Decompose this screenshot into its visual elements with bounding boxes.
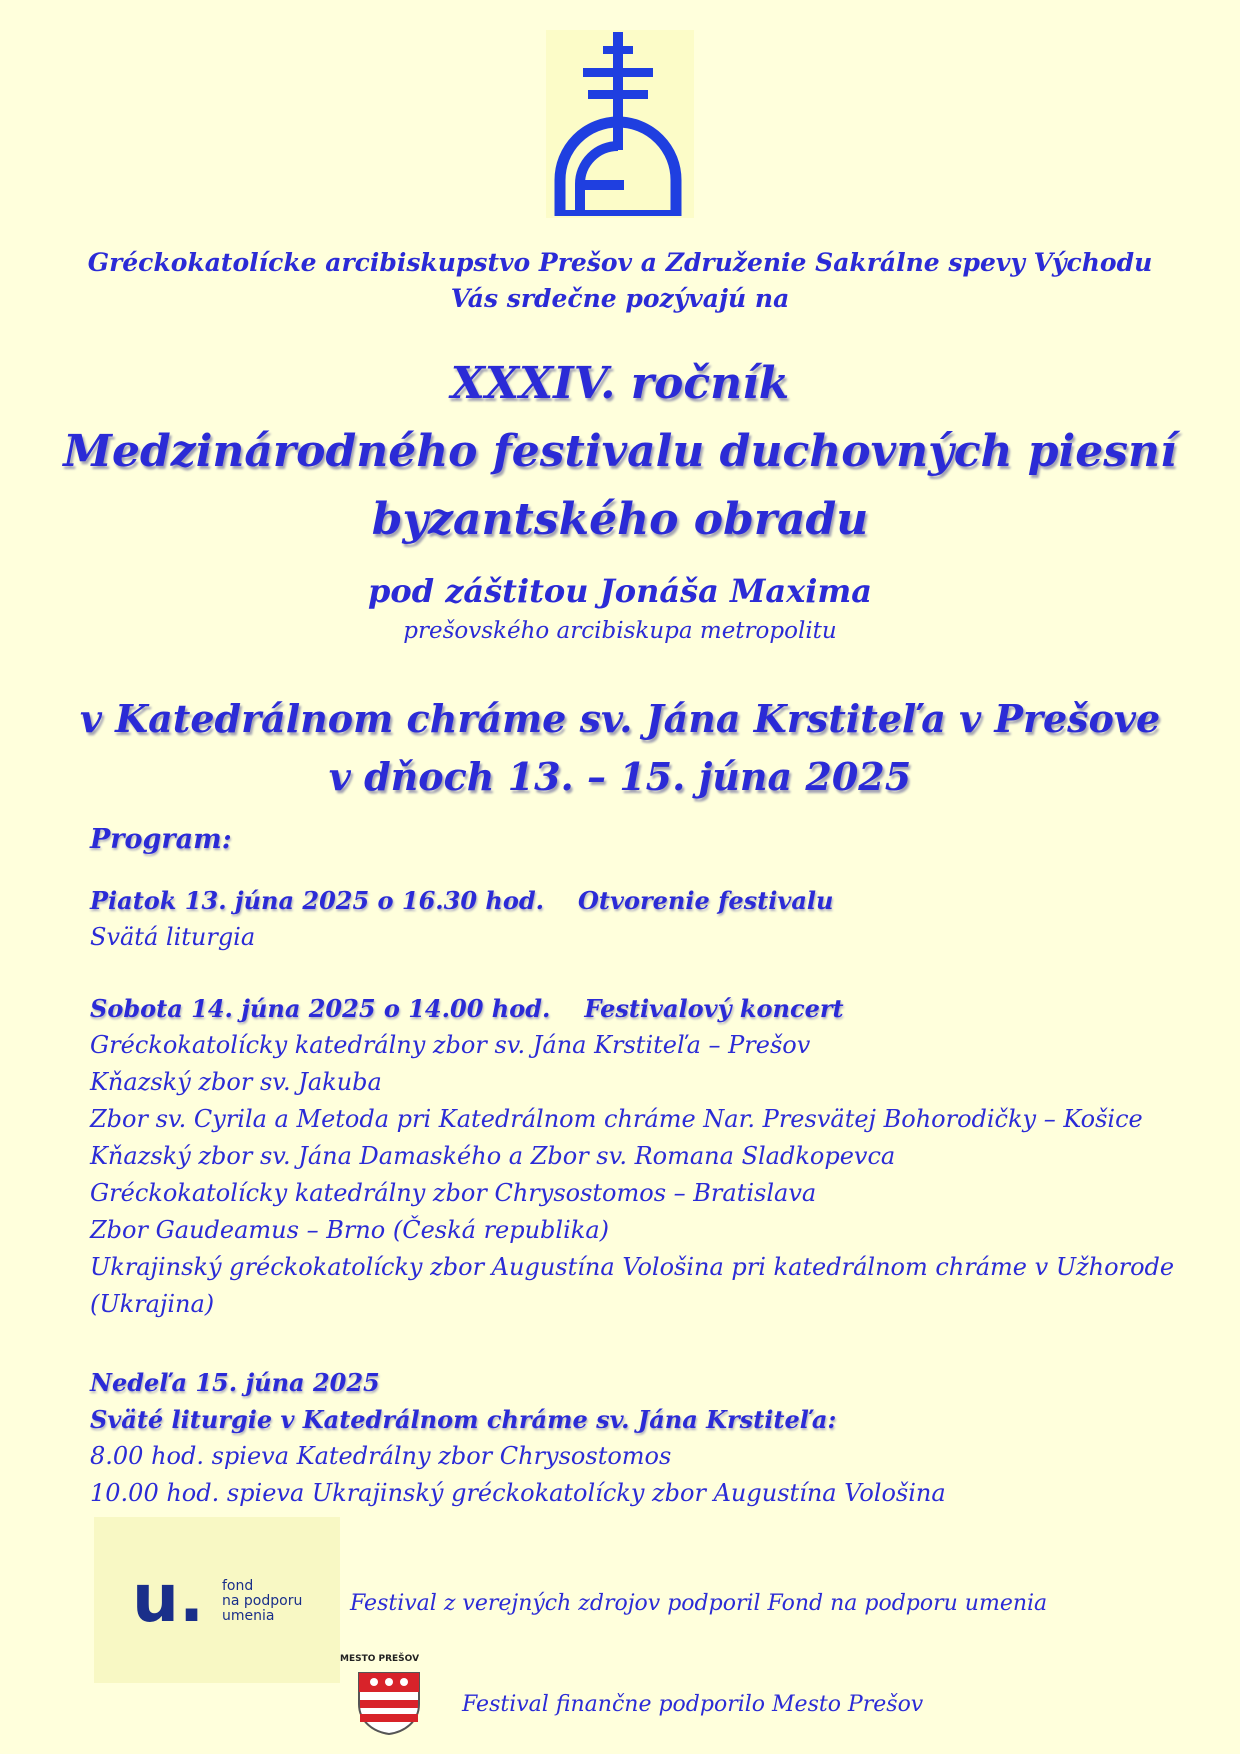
program-sunday (90, 1364, 946, 1512)
venue-block (0, 690, 1240, 806)
fund-logo-letter: u. (132, 1560, 205, 1637)
venue-line-2: v dňoch 13. – 15. júna 2025 (328, 754, 912, 799)
fund-logo-text-line: na podporu (222, 1593, 303, 1609)
fund-logo-text-line: umenia (222, 1608, 275, 1624)
city-note: Festival finančne podporilo Mesto Prešov (462, 1692, 924, 1717)
invite-line: Vás srdečne pozývajú na (450, 284, 790, 313)
fund-logo-text-line: fond (222, 1578, 254, 1594)
list-item: 8.00 hod. spieva Katedrálny zbor Chrysostomos (90, 1442, 672, 1470)
friday-date: Piatok 13. júna 2025 o 16.30 hod. (90, 886, 545, 915)
title-line-3: byzantského obradu (371, 494, 869, 545)
title-line-2: Medzinárodného festivalu duchovných piesní (63, 426, 1177, 477)
sunday-date: Nedeľa 15. júna 2025 (90, 1368, 380, 1397)
list-item: (Ukrajina) (90, 1290, 215, 1318)
list-item: Zbor Gaudeamus – Brno (Česká republika) (90, 1216, 609, 1244)
list-item: Ukrajinský gréckokatolícky zbor Augustína Vološina pri katedrálnom chráme v Užhorode (90, 1253, 1175, 1281)
title-line-1: XXXIV. ročník (450, 358, 790, 409)
saturday-date: Sobota 14. júna 2025 o 14.00 hod. (90, 994, 551, 1023)
saturday-event: Festivalový koncert (584, 994, 844, 1023)
byzantine-cross-dome-icon (546, 30, 694, 218)
patronage-line: pod záštitou Jonáša Maxima (368, 572, 872, 610)
archeparchy-logo (546, 30, 694, 218)
list-item: Gréckokatolícky katedrálny zbor Chrysostomos – Bratislava (90, 1179, 817, 1207)
fund-logo (94, 1517, 340, 1683)
organizers-line: Gréckokatolícke arcibiskupstvo Prešov a Združenie Sakrálne spevy Východu (87, 248, 1153, 277)
presov-coat-of-arms-icon (356, 1670, 422, 1736)
program-saturday (90, 990, 1174, 1323)
venue-line-1: v Katedrálnom chráme sv. Jána Krstiteľa v Prešove (79, 696, 1161, 741)
program-friday (90, 882, 833, 956)
fund-logo-text (222, 1579, 302, 1624)
fund-note: Festival z verejných zdrojov podporil Fond na podporu umenia (350, 1591, 1048, 1616)
list-item: Svätá liturgia (90, 923, 256, 951)
list-item: Kňazský zbor sv. Jakuba (90, 1068, 382, 1096)
patronage-subline: prešovského arcibiskupa metropolitu (403, 618, 837, 644)
friday-event: Otvorenie festivalu (578, 886, 834, 915)
friday-date-line (90, 882, 833, 919)
city-logo-label: MESTO PREŠOV (340, 1654, 420, 1664)
festival-title (0, 350, 1240, 554)
list-item: Kňazský zbor sv. Jána Damaského a Zbor sv. Romana Sladkopevca (90, 1142, 896, 1170)
list-item: 10.00 hod. spieva Ukrajinský gréckokatolícky zbor Augustína Vološina (90, 1479, 946, 1507)
program-heading: Program: (90, 824, 232, 855)
saturday-date-line (90, 990, 1174, 1027)
list-item: Gréckokatolícky katedrálny zbor sv. Jána Krstiteľa – Prešov (90, 1031, 811, 1059)
sunday-subtitle: Sväté liturgie v Katedrálnom chráme sv. Jána Krstiteľa: (90, 1405, 837, 1434)
list-item: Zbor sv. Cyrila a Metoda pri Katedrálnom chráme Nar. Presvätej Bohorodičky – Košice (90, 1105, 1143, 1133)
